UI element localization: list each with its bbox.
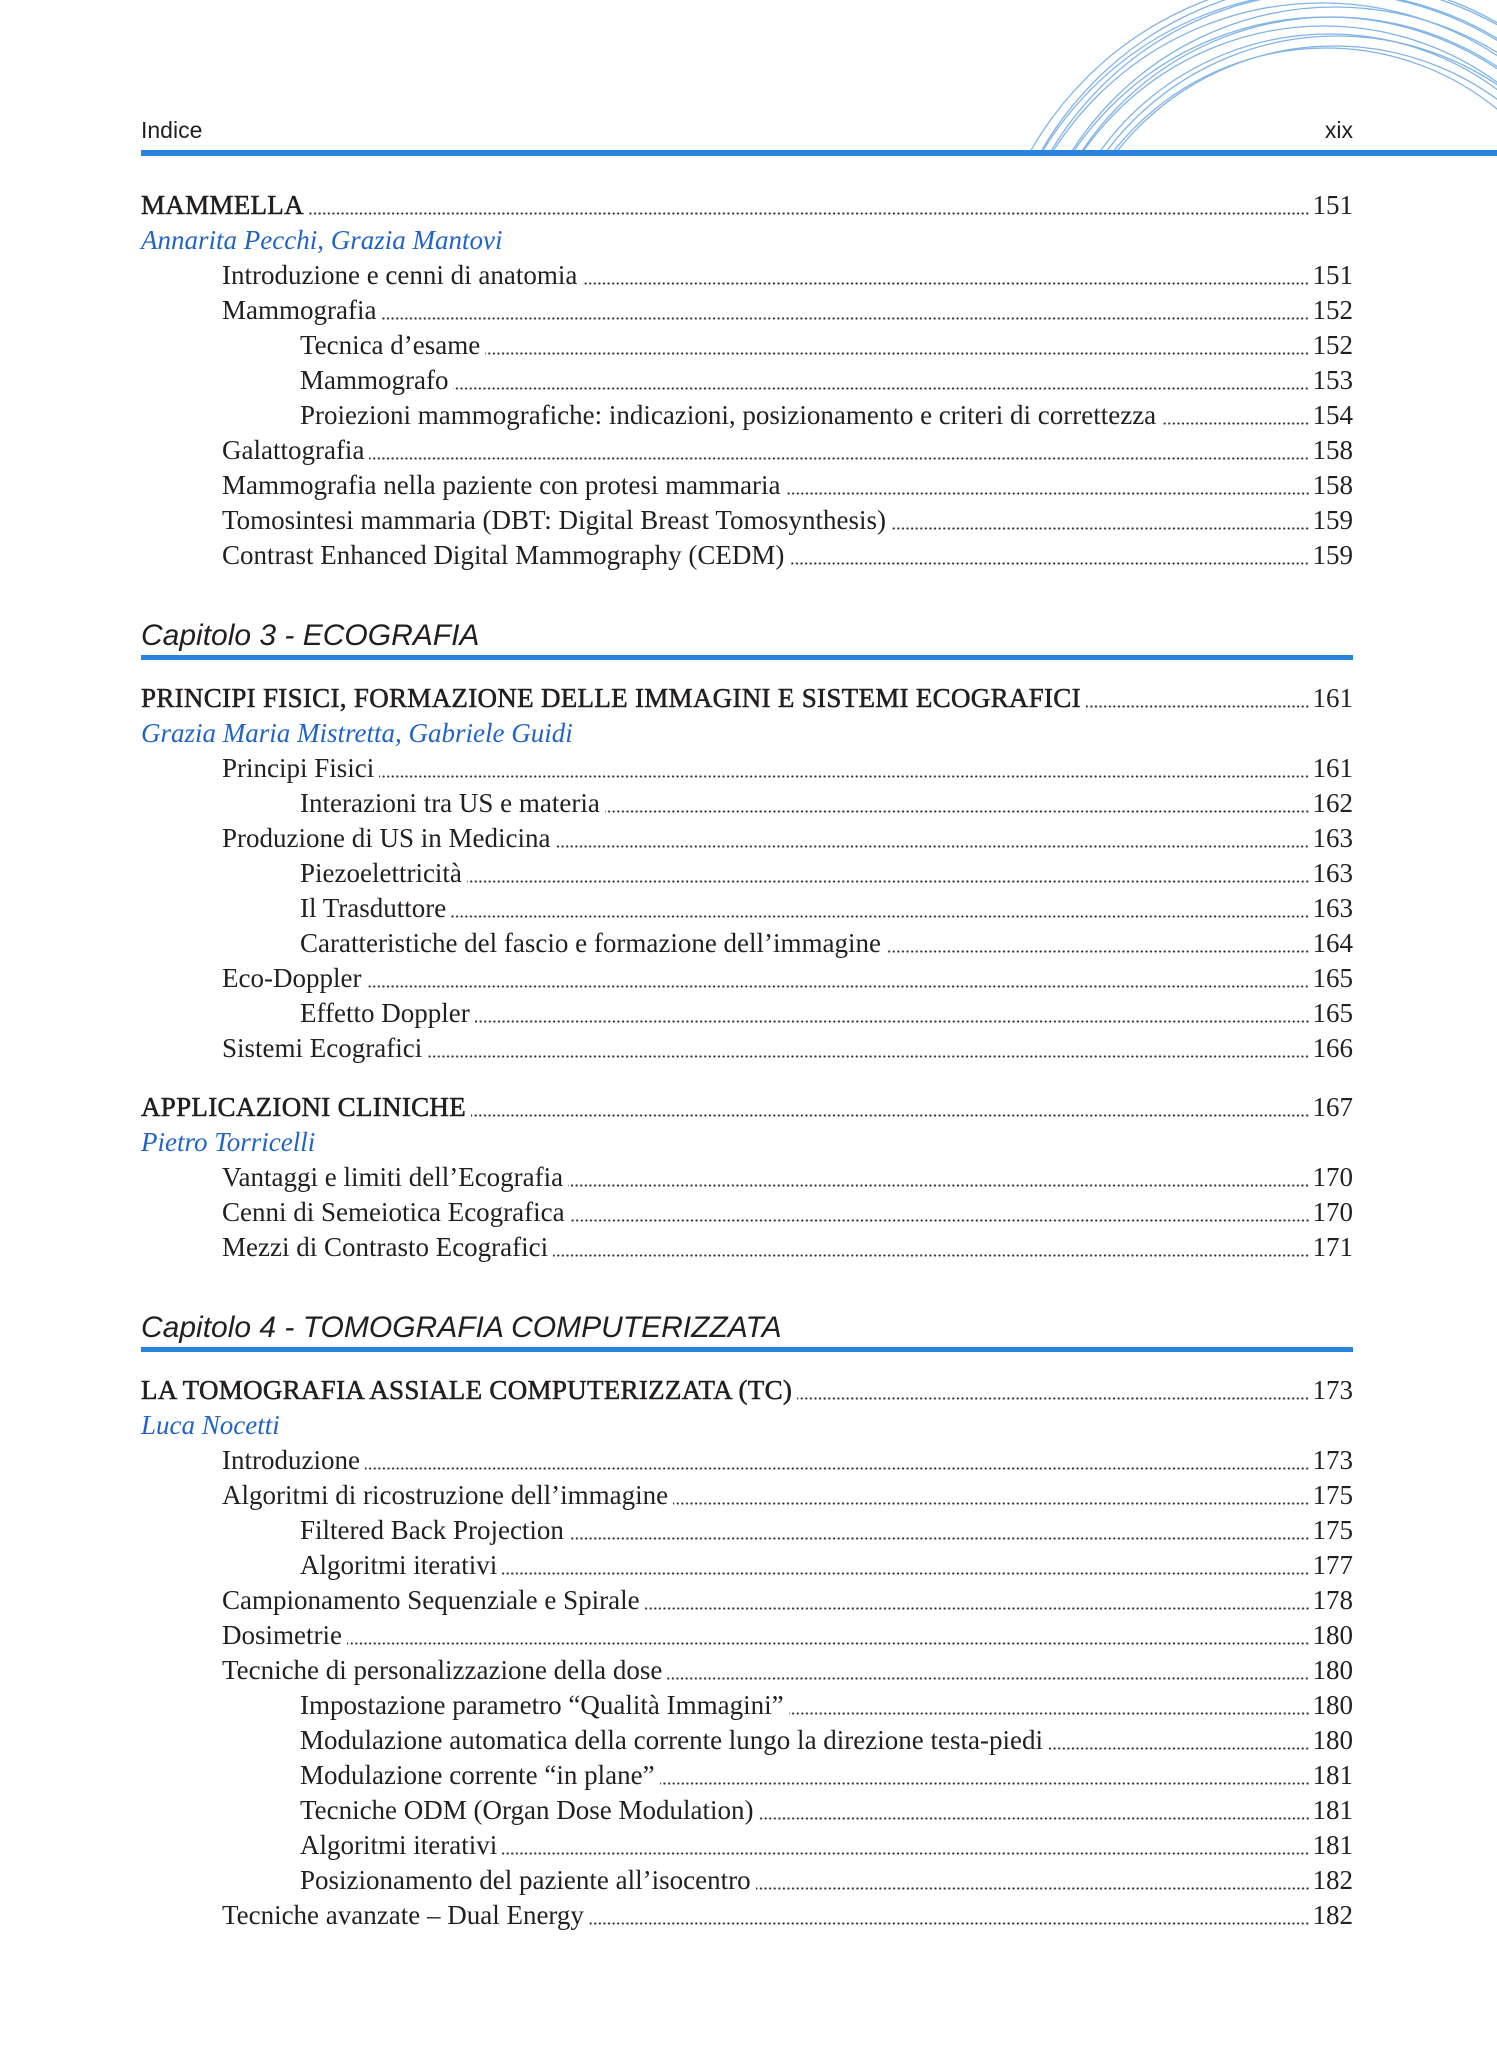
header-rule <box>141 150 1497 156</box>
page-number: 164 <box>1312 927 1353 958</box>
dot-leader <box>471 1114 1309 1117</box>
page-number: 171 <box>1312 1231 1353 1262</box>
page-number: 180 <box>1312 1689 1353 1720</box>
page-number: 163 <box>1312 857 1353 888</box>
dot-leader <box>1161 422 1309 425</box>
page-number: 161 <box>1312 752 1353 783</box>
toc-subentry-title: Modulazione corrente “in plane” <box>300 1759 655 1790</box>
toc-entry <box>141 468 1353 503</box>
dot-leader <box>485 352 1309 355</box>
toc-entry <box>141 258 1353 293</box>
toc-entry <box>141 1618 1353 1653</box>
toc-entry-title: Algoritmi di ricostruzione dell’immagine <box>222 1479 669 1510</box>
toc-subentry <box>141 926 1353 961</box>
dot-leader <box>756 1887 1310 1890</box>
toc-entry <box>141 1478 1353 1513</box>
toc-subentry-title: Algoritmi iterativi <box>300 1829 498 1860</box>
toc-entry <box>141 1583 1353 1618</box>
section-authors: Annarita Pecchi, Grazia Mantovi <box>141 224 503 255</box>
dot-leader <box>309 212 1310 215</box>
toc-subentry-title: Effetto Doppler <box>300 997 470 1028</box>
toc-subentry-title: Interazioni tra US e materia <box>300 787 600 818</box>
toc-entry-title: Mammografia nella paziente con protesi mammaria <box>222 469 781 500</box>
toc-entry <box>141 1031 1353 1066</box>
dot-leader <box>502 1572 1309 1575</box>
toc-entry <box>141 821 1353 856</box>
dot-leader <box>570 1219 1310 1222</box>
toc-entry-title: Tomosintesi mammaria (DBT: Digital Breast Tomosynthesis) <box>222 504 887 535</box>
page-number: 181 <box>1312 1794 1353 1825</box>
toc-entry <box>141 433 1353 468</box>
dot-leader <box>365 1467 1310 1470</box>
running-header-page-number: xix <box>1324 117 1353 143</box>
page-number: 161 <box>1312 682 1353 713</box>
chapter-heading: Capitolo 4 - TOMOGRAFIA COMPUTERIZZATA <box>141 1309 1353 1352</box>
toc-subentry-title: Il Trasduttore <box>300 892 447 923</box>
toc-entry-title: Introduzione e cenni di anatomia <box>222 259 578 290</box>
toc-entry-title: Galattografia <box>222 434 365 465</box>
dot-leader <box>582 282 1309 285</box>
toc-subentry <box>141 856 1353 891</box>
page-number: 152 <box>1312 329 1353 360</box>
table-of-contents <box>141 188 1353 1933</box>
page-number: 151 <box>1312 259 1353 290</box>
page-number: 167 <box>1312 1091 1353 1122</box>
toc-subentry-title: Caratteristiche del fascio e formazione dell’immagine <box>300 927 882 958</box>
toc-entry-title: Sistemi Ecografici <box>222 1032 423 1063</box>
page-number: 159 <box>1312 504 1353 535</box>
toc-section-title: PRINCIPI FISICI, FORMAZIONE DELLE IMMAGINI E SISTEMI ECOGRAFICI <box>141 682 1081 713</box>
page-number: 175 <box>1312 1514 1353 1545</box>
dot-leader <box>1048 1747 1310 1750</box>
page-number: 154 <box>1312 399 1353 430</box>
toc-section-title: LA TOMOGRAFIA ASSIALE COMPUTERIZZATA (TC) <box>141 1374 793 1405</box>
dot-leader <box>673 1502 1309 1505</box>
page-number: 162 <box>1312 787 1353 818</box>
section-authors: Pietro Torricelli <box>141 1126 316 1157</box>
dot-leader <box>379 775 1309 778</box>
toc-subentry <box>141 1513 1353 1548</box>
toc-subentry <box>141 1688 1353 1723</box>
dot-leader <box>891 527 1309 530</box>
toc-subentry-title: Posizionamento del paziente all’isocentro <box>300 1864 751 1895</box>
toc-subentry <box>141 1548 1353 1583</box>
toc-section <box>141 188 1353 223</box>
dot-leader <box>569 1537 1310 1540</box>
page-number: 180 <box>1312 1619 1353 1650</box>
dot-leader <box>1086 705 1310 708</box>
toc-subentry-title: Proiezioni mammografiche: indicazioni, posizionamento e criteri di correttezza <box>300 399 1157 430</box>
toc-subentry <box>141 398 1353 433</box>
toc-entry <box>141 1230 1353 1265</box>
toc-entry-title: Contrast Enhanced Digital Mammography (CEDM) <box>222 539 785 570</box>
toc-subentry <box>141 1793 1353 1828</box>
dot-leader <box>347 1642 1310 1645</box>
page-number: 165 <box>1312 997 1353 1028</box>
toc-subentry <box>141 891 1353 926</box>
dot-leader <box>589 1922 1310 1925</box>
toc-subentry-title: Impostazione parametro “Qualità Immagini” <box>300 1689 784 1720</box>
page-number: 175 <box>1312 1479 1353 1510</box>
toc-entry <box>141 503 1353 538</box>
page-number: 182 <box>1312 1864 1353 1895</box>
toc-entry-title: Tecniche avanzate – Dual Energy <box>222 1899 584 1930</box>
page-number: 163 <box>1312 892 1353 923</box>
toc-entry <box>141 1898 1353 1933</box>
dot-leader <box>475 1020 1310 1023</box>
page-number: 178 <box>1312 1584 1353 1615</box>
toc-entry-title: Eco-Doppler <box>222 962 362 993</box>
page-number: 181 <box>1312 1759 1353 1790</box>
chapter-heading: Capitolo 3 - ECOGRAFIA <box>141 617 1353 660</box>
toc-entry-title: Cenni di Semeiotica Ecografica <box>222 1196 565 1227</box>
toc-section <box>141 1090 1353 1125</box>
toc-entry-title: Dosimetrie <box>222 1619 342 1650</box>
toc-section <box>141 681 1353 716</box>
page-number: 182 <box>1312 1899 1353 1930</box>
toc-entry <box>141 293 1353 328</box>
toc-section <box>141 1373 1353 1408</box>
toc-entry-title: Campionamento Sequenziale e Spirale <box>222 1584 640 1615</box>
toc-subentry <box>141 996 1353 1031</box>
page-number: 177 <box>1312 1549 1353 1580</box>
decorative-arcs <box>1000 0 1497 150</box>
dot-leader <box>759 1817 1310 1820</box>
dot-leader <box>381 317 1309 320</box>
dot-leader <box>797 1397 1309 1400</box>
toc-entry <box>141 1195 1353 1230</box>
dot-leader <box>667 1677 1309 1680</box>
page-number: 180 <box>1312 1724 1353 1755</box>
toc-entry-title: Vantaggi e limiti dell’Ecografia <box>222 1161 564 1192</box>
toc-subentry <box>141 1723 1353 1758</box>
page-number: 158 <box>1312 469 1353 500</box>
page-number: 152 <box>1312 294 1353 325</box>
toc-subentry <box>141 328 1353 363</box>
dot-leader <box>605 810 1310 813</box>
toc-subentry-title: Modulazione automatica della corrente lungo la direzione testa-piedi <box>300 1724 1043 1755</box>
toc-subentry-title: Tecniche ODM (Organ Dose Modulation) <box>300 1794 754 1825</box>
toc-subentry-title: Piezoelettricità <box>300 857 462 888</box>
toc-subentry <box>141 786 1353 821</box>
running-header-title: Indice <box>141 117 203 143</box>
dot-leader <box>555 845 1309 848</box>
page-number: 158 <box>1312 434 1353 465</box>
toc-entry-title: Tecniche di personalizzazione della dose <box>222 1654 663 1685</box>
section-authors: Luca Nocetti <box>141 1409 280 1440</box>
toc-entry <box>141 1160 1353 1195</box>
toc-entry-title: Produzione di US in Medicina <box>222 822 551 853</box>
toc-entry <box>141 961 1353 996</box>
dot-leader <box>789 1712 1310 1715</box>
toc-subentry <box>141 1863 1353 1898</box>
page-number: 163 <box>1312 822 1353 853</box>
dot-leader <box>786 492 1310 495</box>
page-number: 170 <box>1312 1161 1353 1192</box>
toc-entry <box>141 751 1353 786</box>
dot-leader <box>789 562 1309 565</box>
toc-entry-title: Mezzi di Contrasto Ecografici <box>222 1231 549 1262</box>
page-number: 180 <box>1312 1654 1353 1685</box>
toc-entry <box>141 538 1353 573</box>
page-number: 153 <box>1312 364 1353 395</box>
page-number: 151 <box>1312 189 1353 220</box>
page-number: 181 <box>1312 1829 1353 1860</box>
toc-subentry <box>141 363 1353 398</box>
dot-leader <box>660 1782 1310 1785</box>
dot-leader <box>553 1254 1309 1257</box>
dot-leader <box>645 1607 1310 1610</box>
page-number: 166 <box>1312 1032 1353 1063</box>
page-number: 173 <box>1312 1444 1353 1475</box>
toc-entry-title: Principi Fisici <box>222 752 375 783</box>
dot-leader <box>453 387 1309 390</box>
toc-entry <box>141 1653 1353 1688</box>
toc-subentry-title: Filtered Back Projection <box>300 1514 564 1545</box>
dot-leader <box>451 915 1309 918</box>
dot-leader <box>568 1184 1309 1187</box>
dot-leader <box>369 457 1309 460</box>
dot-leader <box>467 880 1310 883</box>
toc-subentry-title: Tecnica d’esame <box>300 329 481 360</box>
page-number: 173 <box>1312 1374 1353 1405</box>
toc-entry <box>141 1443 1353 1478</box>
toc-section-title: APPLICAZIONI CLINICHE <box>141 1091 467 1122</box>
toc-section-title: MAMMELLA <box>141 189 304 220</box>
dot-leader <box>886 950 1309 953</box>
page-number: 165 <box>1312 962 1353 993</box>
section-authors: Grazia Maria Mistretta, Gabriele Guidi <box>141 717 573 748</box>
toc-entry-title: Mammografia <box>222 294 377 325</box>
toc-subentry-title: Mammografo <box>300 364 449 395</box>
toc-subentry <box>141 1828 1353 1863</box>
dot-leader <box>366 985 1309 988</box>
page-number: 170 <box>1312 1196 1353 1227</box>
toc-subentry-title: Algoritmi iterativi <box>300 1549 498 1580</box>
toc-subentry <box>141 1758 1353 1793</box>
dot-leader <box>502 1852 1309 1855</box>
dot-leader <box>427 1055 1309 1058</box>
page-number: 159 <box>1312 539 1353 570</box>
toc-entry-title: Introduzione <box>222 1444 360 1475</box>
